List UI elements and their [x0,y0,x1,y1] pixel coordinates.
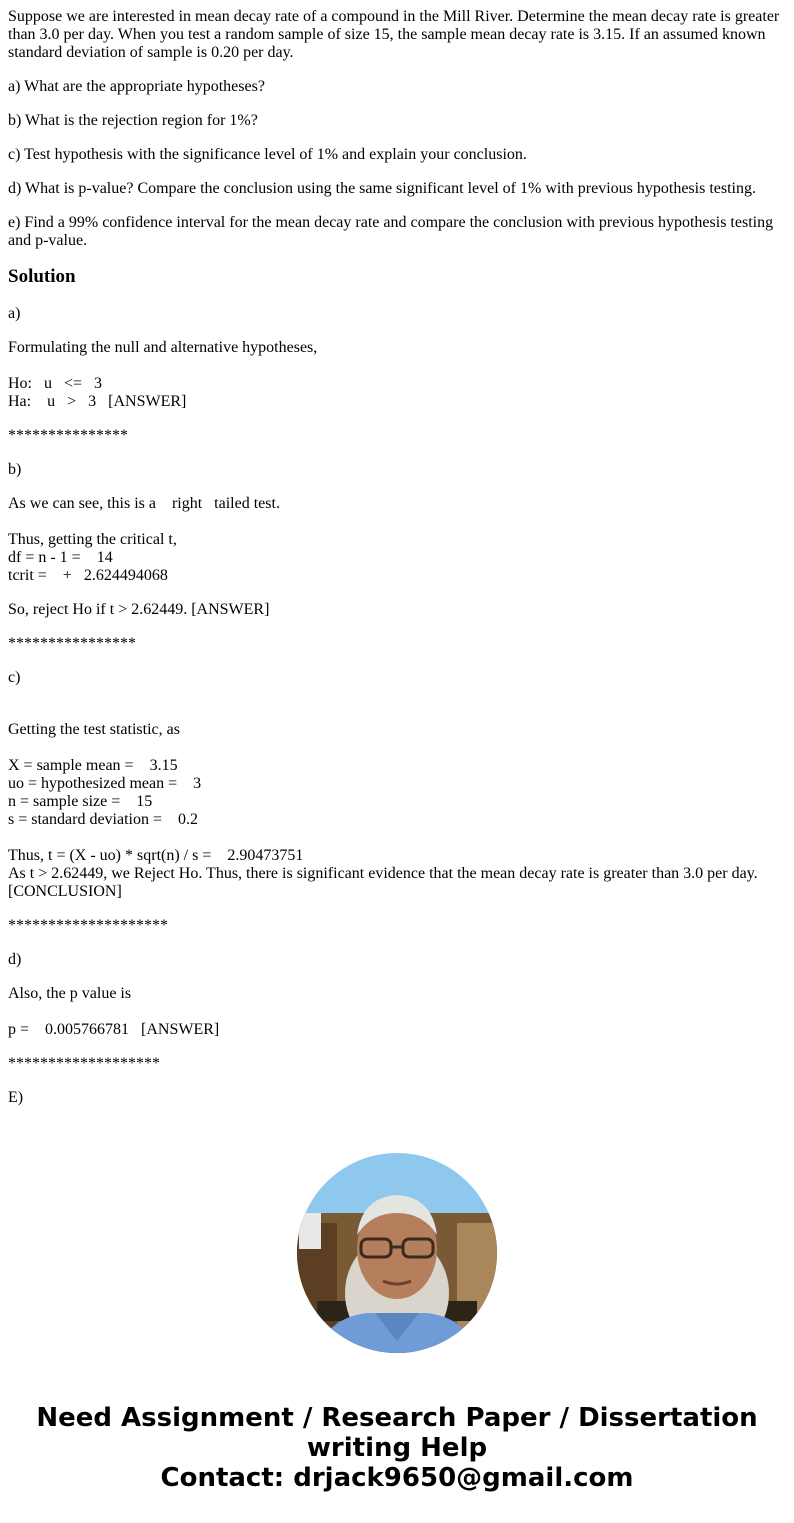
separator: *************** [8,427,128,444]
separator: ******************* [8,1055,160,1072]
part-d-text: Also, the p value is [8,985,132,1002]
part-b-text: As we can see, this is a right tailed test. [8,495,280,512]
question-c: c) Test hypothesis with the significance level of 1% and explain your conclusion. [8,146,527,163]
hypothesis-null: Ho: u <= 3 [8,375,103,392]
part-c-text: Getting the test statistic, as [8,721,180,738]
part-a-text: Formulating the null and alternative hypotheses, [8,339,318,356]
footer-line-1: Need Assignment / Research Paper / Dissertation [36,1403,758,1433]
question-b: b) What is the rejection region for 1%? [8,112,258,129]
hypothesis-alternative: Ha: u > 3 [ANSWER] [8,393,187,410]
part-c-label: c) [8,669,21,686]
footer-contact-email: Contact: drjack9650@gmail.com [160,1463,634,1493]
separator: ******************** [8,917,168,934]
degrees-of-freedom: df = n - 1 = 14 [8,549,113,566]
separator: **************** [8,635,136,652]
solution-heading: Solution [8,266,76,287]
part-a-label: a) [8,305,21,322]
p-value-answer: p = 0.005766781 [ANSWER] [8,1021,220,1038]
part-b-label: b) [8,461,22,478]
conclusion: As t > 2.62449, we Reject Ho. Thus, there is significant evidence that the mean decay rate is greater than 3.0 per day. [CONCLUSION] [8,865,758,900]
question-a: a) What are the appropriate hypotheses? [8,78,265,95]
standard-deviation: s = standard deviation = 0.2 [8,811,199,828]
part-e-label: E) [8,1089,24,1106]
critical-t-intro: Thus, getting the critical t, [8,531,177,548]
contact-footer [0,1403,794,1493]
hypothesized-mean: uo = hypothesized mean = 3 [8,775,202,792]
sample-size: n = sample size = 15 [8,793,153,810]
question-d: d) What is p-value? Compare the conclusion using the same significant level of 1% with previous hypothesis testing. [8,180,756,197]
rejection-region-answer: So, reject Ho if t > 2.62449. [ANSWER] [8,601,270,618]
person-portrait-icon [297,1153,497,1353]
author-photo [297,1153,497,1353]
critical-t-value: tcrit = + 2.624494068 [8,567,168,584]
sample-mean: X = sample mean = 3.15 [8,757,178,774]
part-d-label: d) [8,951,22,968]
document-body [8,0,786,1107]
footer-line-2: writing Help [306,1433,488,1463]
question-e: e) Find a 99% confidence interval for the mean decay rate and compare the conclusion with previous hypothesis testing and p-value. [8,214,774,249]
problem-intro: Suppose we are interested in mean decay rate of a compound in the Mill River. Determine the mean decay rate is greater than 3.0 per day. When you test a random sample of size 15, the sample mean decay rate is 3.15. If an assumed known standard deviation of sample is 0.20 per day. [8,8,780,61]
test-statistic: Thus, t = (X - uo) * sqrt(n) / s = 2.90473751 [8,847,304,864]
